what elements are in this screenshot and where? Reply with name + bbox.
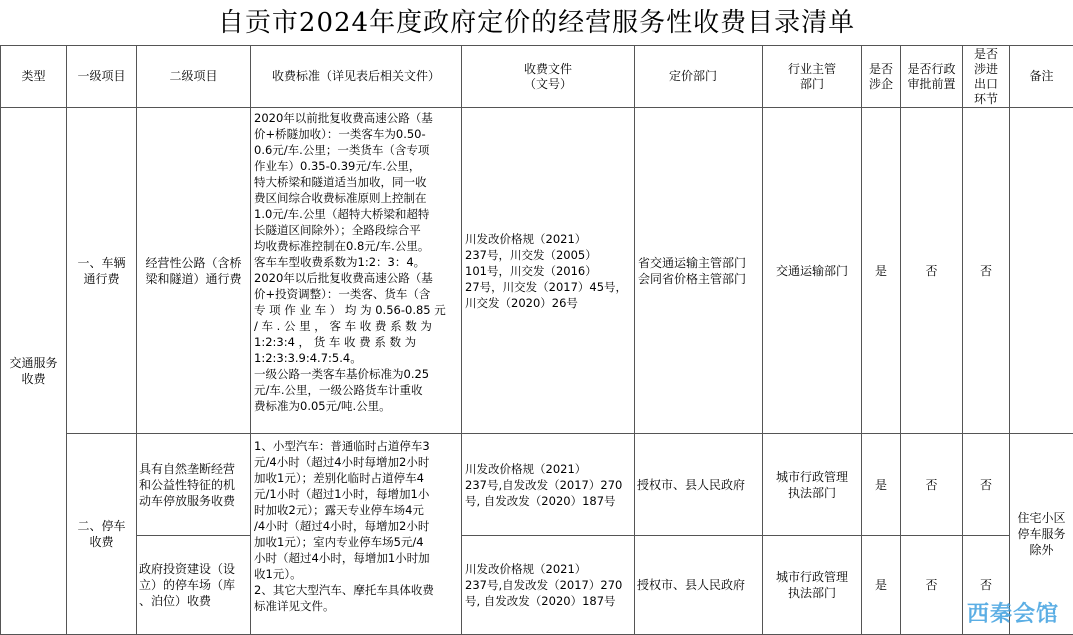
- header-approval-line: 是否行政: [903, 62, 960, 77]
- header-enterprise: [862, 46, 901, 108]
- fee-catalog-table: [0, 45, 1073, 635]
- standard-toll: [251, 108, 462, 434]
- level2-line: 动车停放服务收费: [139, 493, 248, 509]
- remark-line: 停车服务: [1012, 526, 1071, 542]
- enterprise-parking-government: 是: [862, 536, 901, 635]
- header-row: [1, 46, 1073, 108]
- doc-line: 川发改价格规（2021）: [465, 461, 631, 477]
- header-enterprise-line: 涉企: [864, 77, 898, 92]
- level2-line: 和公益性特征的机: [139, 477, 248, 493]
- header-level2: 二级项目: [137, 46, 251, 108]
- doc-parking-government: [462, 536, 635, 635]
- standard-line: 特大桥梁和隧道适当加收，同一收: [254, 174, 458, 190]
- standard-line: 1:2:3:3.9:4.7:5.4。: [254, 350, 458, 366]
- level1-line: 一、车辆: [69, 255, 134, 271]
- watermark-logo: 西秦会馆: [967, 597, 1059, 628]
- standard-line: 元/车.公里，一级公路货车计重收: [254, 382, 458, 398]
- standard-line: 作业车）0.35-0.39元/车.公里，: [254, 158, 458, 174]
- header-dept: [635, 46, 763, 108]
- header-level1: 一级项目: [67, 46, 137, 108]
- table-row: [1, 434, 1073, 536]
- doc-line: 237号,自发改发（2017）270: [465, 477, 631, 493]
- category-line: 交通服务: [3, 355, 64, 371]
- doc-line: 号, 自发改发（2020）187号: [465, 493, 631, 509]
- header-export-line: 出口: [965, 77, 1007, 92]
- header-doc: [462, 46, 635, 108]
- header-export-line: 涉进: [965, 62, 1007, 77]
- standard-line: 2、其它大型汽车、摩托车具体收费: [254, 582, 458, 598]
- standard-line: 2020年以前批复收费高速公路（基: [254, 110, 458, 126]
- authority-line: 执法部门: [765, 485, 859, 501]
- level1-parking: [67, 434, 137, 635]
- standard-line: 加收1元）；室内专业停车场5元/4: [254, 534, 458, 550]
- standard-line: 长隧道区间除外）；全路段综合平: [254, 222, 458, 238]
- export-toll: 否: [963, 108, 1010, 434]
- remark-line: 除外: [1012, 542, 1071, 558]
- standard-line: 元/1小时（超过1小时，每增加1小: [254, 486, 458, 502]
- header-doc-line: （文号）: [464, 77, 632, 92]
- export-parking-government: 否: [963, 536, 1010, 635]
- standard-line: 加收1元）；差别化临时占道停车4: [254, 470, 458, 486]
- header-authority: [763, 46, 862, 108]
- enterprise-parking-monopoly: 是: [862, 434, 901, 536]
- level2-toll-road: [137, 108, 251, 434]
- level2-line: 经营性公路（含桥: [139, 255, 248, 271]
- level2-line: 立）的停车场（库: [139, 577, 248, 593]
- standard-line: 标准详见文件。: [254, 598, 458, 614]
- level2-line: 、泊位）收费: [139, 593, 248, 609]
- level2-line: 政府投资建设（设: [139, 561, 248, 577]
- doc-line: 101号，川交发（2016）: [465, 263, 631, 279]
- doc-line: 川发改价格规（2021）: [465, 561, 631, 577]
- level2-parking-government: [137, 536, 251, 635]
- standard-line: 收1元）。: [254, 566, 458, 582]
- approval-toll: 否: [901, 108, 963, 434]
- level1-line: 收费: [69, 534, 134, 550]
- table-row: [1, 536, 1073, 635]
- dept-line: 省交通运输主管部门: [638, 255, 760, 271]
- standard-parking: [251, 434, 462, 635]
- approval-parking-government: 否: [901, 536, 963, 635]
- header-remark: 备注: [1010, 46, 1073, 108]
- dept-line: 会同省价格主管部门: [638, 271, 760, 287]
- standard-line: 小时（超过4小时，每增加1小时加: [254, 550, 458, 566]
- standard-line: 价+桥隧加收）：一类客车为0.50-: [254, 126, 458, 142]
- level2-parking-monopoly: [137, 434, 251, 536]
- standard-line: 均收费标准控制在0.8元/车.公里。: [254, 238, 458, 254]
- standard-line: 一级公路一类客车基价标准为0.25: [254, 366, 458, 382]
- header-export-line: 环节: [965, 92, 1007, 107]
- dept-parking-monopoly: 授权市、县人民政府: [635, 434, 763, 536]
- standard-line: 1:2:3:4 ， 货 车 收 费 系 数 为: [254, 334, 458, 350]
- doc-line: 号, 自发改发（2020）187号: [465, 593, 631, 609]
- standard-line: 客车车型收费系数为1:2：3：4。: [254, 254, 458, 270]
- authority-line: 执法部门: [765, 585, 859, 601]
- header-standard: 收费标准（详见表后相关文件）: [251, 46, 462, 108]
- standard-line: /4小时（超过4小时，每增加2小时: [254, 518, 458, 534]
- authority-parking-government: [763, 536, 862, 635]
- level1-line: 二、停车: [69, 518, 134, 534]
- standard-line: 0.6元/车.公里；一类货车（含专项: [254, 142, 458, 158]
- level2-line: 梁和隧道）通行费: [139, 271, 248, 287]
- doc-line: 川发改价格规（2021）: [465, 231, 631, 247]
- header-approval-line: 审批前置: [903, 77, 960, 92]
- category-line: 收费: [3, 371, 64, 387]
- table-row: [1, 108, 1073, 434]
- level2-line: 具有自然垄断经营: [139, 461, 248, 477]
- standard-line: 元/4小时（超过4小时每增加2小时: [254, 454, 458, 470]
- doc-line: 27号，川交发（2017）45号，: [465, 279, 631, 295]
- header-authority-line: 行业主管: [765, 62, 859, 77]
- standard-line: 2020年以后批复收费高速公路（基: [254, 270, 458, 286]
- header-approval: [901, 46, 963, 108]
- doc-line: 237号,自发改发（2017）270: [465, 577, 631, 593]
- authority-parking-monopoly: [763, 434, 862, 536]
- doc-line: 237号，川交发（2005）: [465, 247, 631, 263]
- doc-parking-monopoly: [462, 434, 635, 536]
- header-doc-line: 收费文件: [464, 62, 632, 77]
- header-type: 类型: [1, 46, 67, 108]
- level1-line: 通行费: [69, 271, 134, 287]
- header-dept-label: 定价部门: [669, 69, 717, 83]
- authority-line: 城市行政管理: [765, 469, 859, 485]
- dept-toll: [635, 108, 763, 434]
- standard-line: 专 项 作 业 车 ） 均 为 0.56-0.85 元: [254, 302, 458, 318]
- doc-toll: [462, 108, 635, 434]
- dept-parking-government: 授权市、县人民政府: [635, 536, 763, 635]
- doc-line: 川交发（2020）26号: [465, 295, 631, 311]
- level1-toll: [67, 108, 137, 434]
- authority-line: 城市行政管理: [765, 569, 859, 585]
- standard-line: 价+投资调整）：一类客、货车（含: [254, 286, 458, 302]
- standard-line: 时加收2元）；露天专业停车场4元: [254, 502, 458, 518]
- enterprise-toll: 是: [862, 108, 901, 434]
- standard-line: / 车 . 公 里 ， 客 车 收 费 系 数 为: [254, 318, 458, 334]
- standard-line: 1.0元/车.公里（超特大桥梁和超特: [254, 206, 458, 222]
- authority-toll: 交通运输部门: [763, 108, 862, 434]
- export-parking-monopoly: 否: [963, 434, 1010, 536]
- standard-line: 费区间综合收费标准原则上控制在: [254, 190, 458, 206]
- approval-parking-monopoly: 否: [901, 434, 963, 536]
- standard-line: 费标准为0.05元/吨.公里。: [254, 398, 458, 414]
- category-cell: [1, 108, 67, 635]
- header-authority-line: 部门: [765, 77, 859, 92]
- header-enterprise-line: 是否: [864, 62, 898, 77]
- page-title: 自贡市2024年度政府定价的经营服务性收费目录清单: [0, 0, 1073, 46]
- standard-line: 1、小型汽车：普通临时占道停车3: [254, 438, 458, 454]
- header-export-line: 是否: [965, 47, 1007, 62]
- remark-toll: [1010, 108, 1073, 434]
- remark-line: 住宅小区: [1012, 510, 1071, 526]
- header-export: [963, 46, 1010, 108]
